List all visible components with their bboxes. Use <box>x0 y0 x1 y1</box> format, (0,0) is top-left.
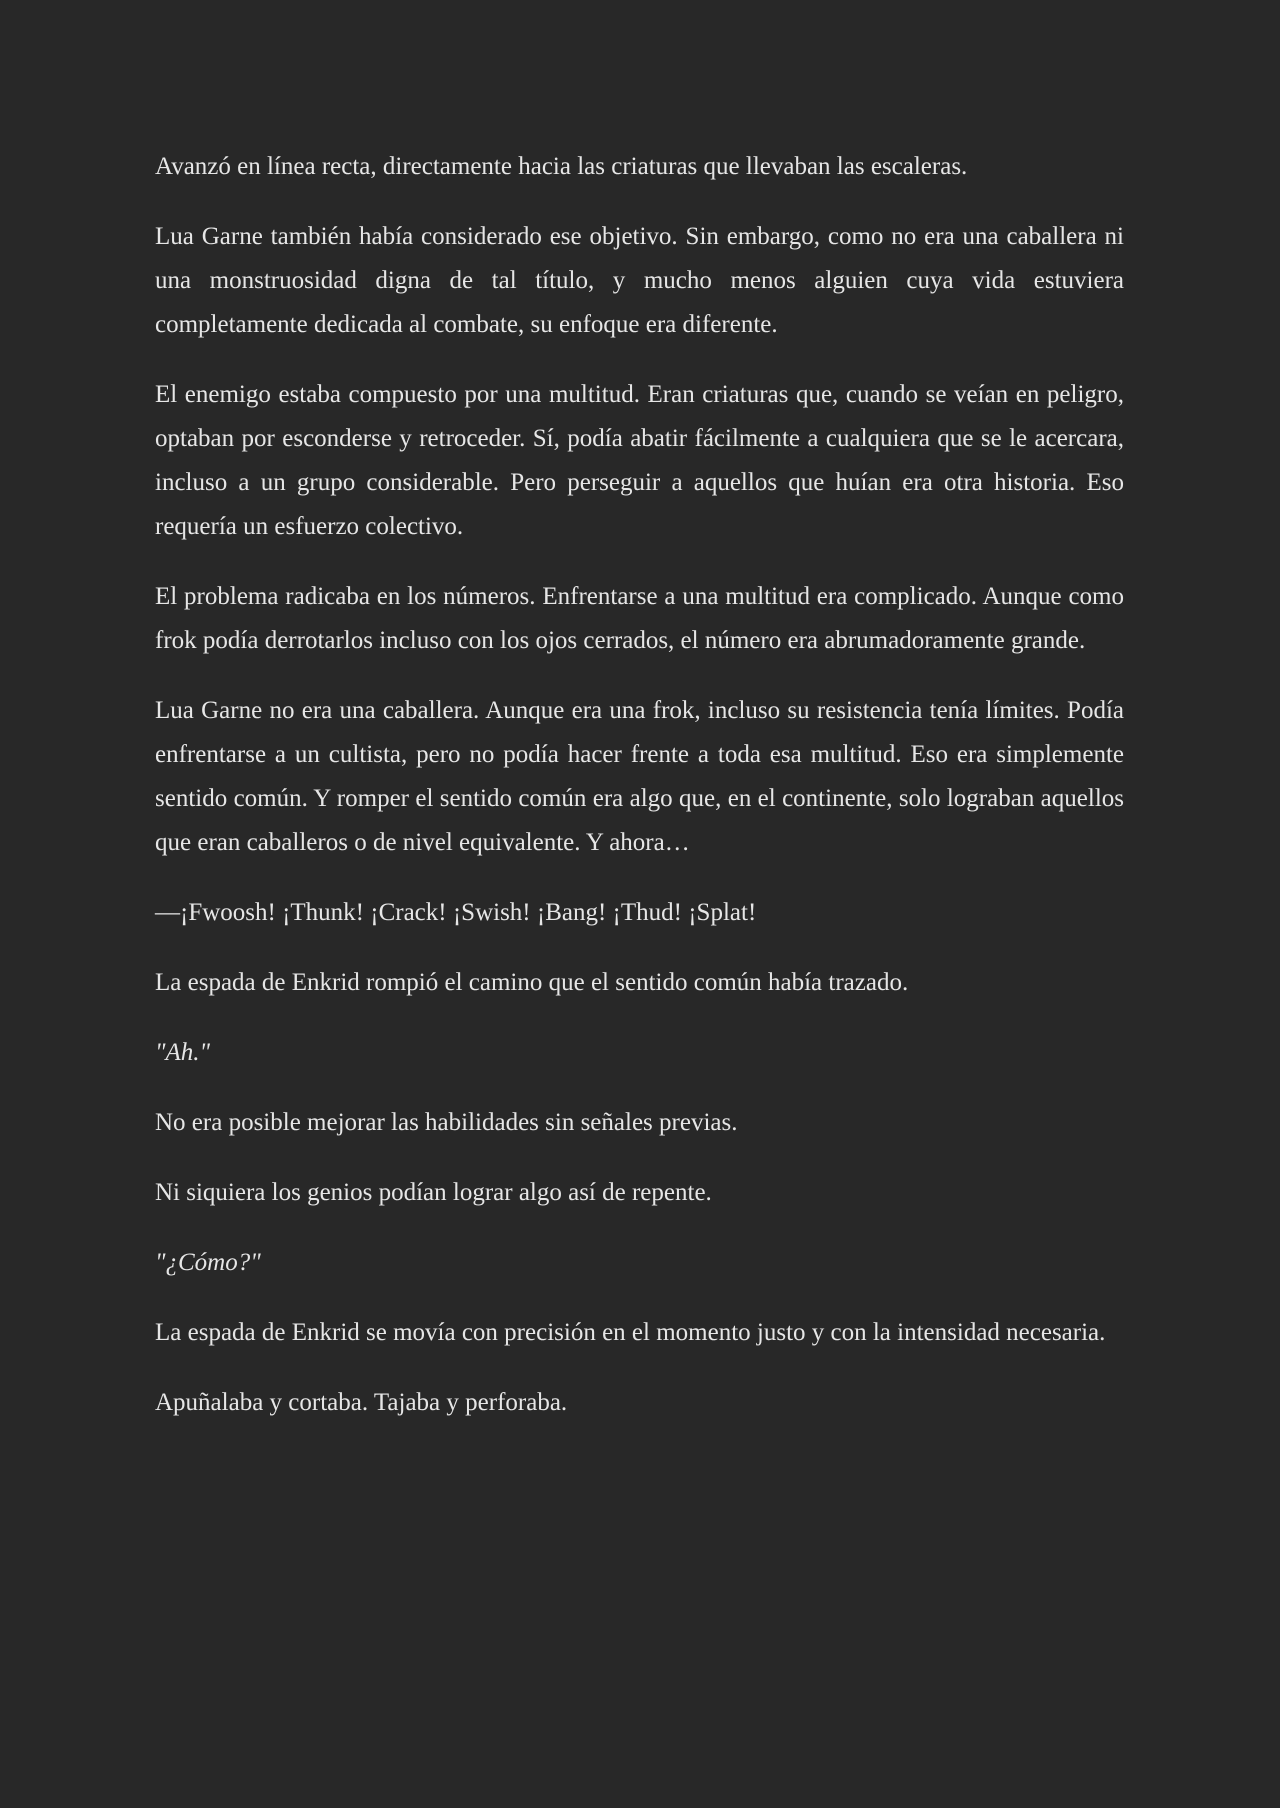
dialogue-ah: "Ah." <box>155 1039 211 1066</box>
paragraph-9: No era posible mejorar las habilidades sin señales previas. <box>155 1109 738 1136</box>
dialogue-como: "¿Cómo?" <box>155 1249 261 1276</box>
paragraph-10: Ni siquiera los genios podían lograr algo así de repente. <box>155 1179 712 1206</box>
paragraph-6-sound-effects: —¡Fwoosh! ¡Thunk! ¡Crack! ¡Swish! ¡Bang! ¡Thud! ¡Splat! <box>155 899 757 926</box>
paragraph-5: Lua Garne no era una caballera. Aunque era una frok, incluso su resistencia tenía límites. Podía enfrentarse a un cultista, pero no podía hacer frente a toda esa multitud. Eso era simplemente sentido común. Y romper el sentido común era algo que, en el continente, solo lograban aquellos que eran caballeros o de nivel equivalente. Y ahora… <box>155 697 1124 856</box>
paragraph-3: El enemigo estaba compuesto por una multitud. Eran criaturas que, cuando se veían en peligro, optaban por esconderse y retroceder. Sí, podía abatir fácilmente a cualquiera que se le acercara, incluso a un grupo considerable. Pero perseguir a aquellos que huían era otra historia. Eso requería un esfuerzo colectivo. <box>155 381 1124 540</box>
paragraph-1: Avanzó en línea recta, directamente hacia las criaturas que llevaban las escaleras. <box>155 153 968 180</box>
paragraph-2: Lua Garne también había considerado ese objetivo. Sin embargo, como no era una caballera ni una monstruosidad digna de tal título, y mucho menos alguien cuya vida estuviera completamente dedicada al combate, su enfoque era diferente. <box>155 223 1124 338</box>
paragraph-13: Apuñalaba y cortaba. Tajaba y perforaba. <box>155 1389 568 1416</box>
chapter-text <box>155 150 1124 1451</box>
paragraph-12: La espada de Enkrid se movía con precisión en el momento justo y con la intensidad necesaria. <box>155 1319 1106 1346</box>
paragraph-7: La espada de Enkrid rompió el camino que el sentido común había trazado. <box>155 969 909 996</box>
paragraph-4: El problema radicaba en los números. Enfrentarse a una multitud era complicado. Aunque como frok podía derrotarlos incluso con los ojos cerrados, el número era abrumadoramente grande. <box>155 583 1124 654</box>
